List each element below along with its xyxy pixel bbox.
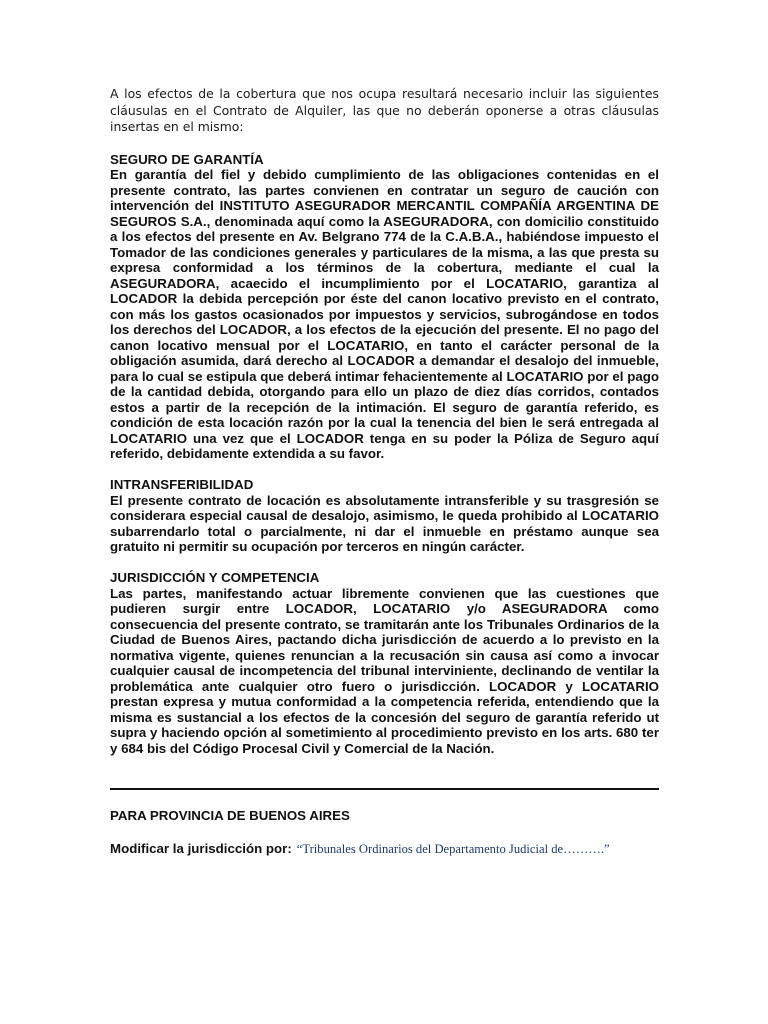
section-heading: INTRANSFERIBILIDAD <box>110 477 254 492</box>
section-body: Las partes, manifestando actuar libremente convienen que las cuestiones que pudieren surgir entre LOCADOR, LOCATARIO y/o ASEGURADORA como consecuencia del presente contrato, se tramitarán ante los Tribunales Ordinarios de la Ciudad de Buenos Aires, pactando dicha jurisdicción de acuerdo a lo previsto en la normativa vigente, quienes renuncian a la recusación sin causa así como a invocar cualquier causal de incompetencia del tribunal interviniente, declinando de ventilar la problemática ante cualquier otro fuero o jurisdicción. LOCADOR y LOCATARIO prestan expresa y mutua conformidad a la competencia referida, entendiendo que la misma es sustancial a los efectos de la concesión del seguro de garantía referido ut supra y haciendo opción al sometimiento al procedimiento previsto en los arts. 680 ter y 684 bis del Código Procesal Civil y Comercial de la Nación. <box>110 585 659 756</box>
section-body: El presente contrato de locación es absolutamente intransferible y su trasgresión se considerara especial causal de desalojo, asimismo, le queda prohibido al LOCATARIO subarrendarlo total o parcialmente, ni dar el inmueble en préstamo aunque sea gratuito ni permitir su ocupación por terceros en ningún carácter. <box>110 492 659 554</box>
section-intransferibilidad <box>110 477 659 555</box>
document-page <box>110 86 659 857</box>
horizontal-divider <box>110 788 659 790</box>
footer-quote: “Tribunales Ordinarios del Departamento Judicial de……….” <box>296 842 610 856</box>
footer-label: Modificar la jurisdicción por: <box>110 841 292 856</box>
section-heading: SEGURO DE GARANTÍA <box>110 151 264 167</box>
section-jurisdiccion <box>110 570 659 756</box>
section-seguro-garantia <box>110 152 659 462</box>
section-heading: JURISDICCIÓN Y COMPETENCIA <box>110 570 320 585</box>
footer-title: PARA PROVINCIA DE BUENOS AIRES <box>110 808 350 823</box>
footer-instruction <box>110 841 659 857</box>
section-body: En garantía del fiel y debido cumplimiento de las obligaciones contenidas en el presente contrato, las partes convienen en contratar un seguro de caución con intervención del INSTITUTO ASEGURADOR MERCANTIL COMPAÑÍA ARGENTINA DE SEGUROS S.A., denominada aquí como la ASEGURADORA, con domicilio constituido a los efectos del presente en Av. Belgrano 774 de la C.A.B.A., habiéndose impuesto el Tomador de las condiciones generales y particulares de la misma, a las que presta su expresa conformidad a los términos de la cobertura, mediante el cual la ASEGURADORA, acaecido el incumplimiento por el LOCATARIO, garantiza al LOCADOR la debida percepción por éste del canon locativo previsto en el contrato, con más los gastos ocasionados por impuestos y servicios, subrogándose en todos los derechos del LOCADOR, a los efectos de la ejecución del presente. El no pago del canon locativo mensual por el LOCATARIO, en tanto el carácter personal de la obligación asumida, dará derecho al LOCADOR a demandar el desalojo del inmueble, para lo cual se estipula que deberá intimar fehacientemente al LOCATARIO por el pago de la cantidad debida, otorgando para ello un plazo de diez días corridos, contados estos a partir de la recepción de la intimación. El seguro de garantía referido, es condición de esta locación razón por la cual la tenencia del bien le será entregada al LOCATARIO una vez que el LOCADOR tenga en su poder la Póliza de Seguro aquí referido, debidamente extendida a su favor. <box>110 167 659 461</box>
intro-paragraph: A los efectos de la cobertura que nos ocupa resultará necesario incluir las siguientes cláusulas en el Contrato de Alquiler, las que no deberán oponerse a otras cláusulas insertas en el mismo: <box>110 86 659 134</box>
